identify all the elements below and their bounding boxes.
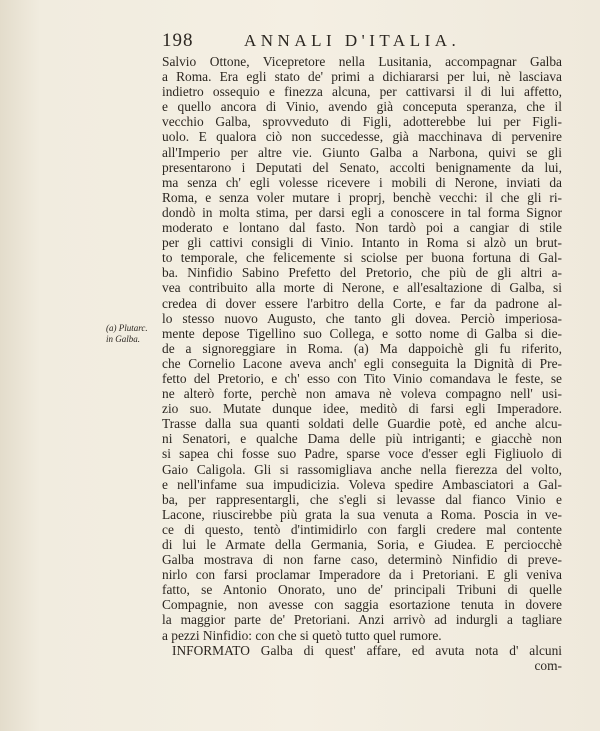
running-title: ANNALI D'ITALIA. xyxy=(244,31,461,50)
text-line: to temporale, che felicemente si sciolse per buona fortuna di Gal- xyxy=(162,250,562,266)
text-line: fetto del Pretorio, e ch' esso con Tito Vinio comandava le feste, se xyxy=(162,370,562,386)
text-line: la maggior parte de' Pretoriani. Anzi arrivò ad indurgli a tagliare xyxy=(162,612,562,628)
text-line: ne alterò forte, perchè non amava nè voleva compagno nell' usi- xyxy=(162,386,562,402)
text-line: lo stesso nuovo Augusto, che tanto gli dovea. Perciò imperiosa- xyxy=(162,310,562,326)
text-line: ba. Ninfidio Sabino Prefetto del Pretorio, che più de gli altri a- xyxy=(162,265,562,281)
text-line: per gli cattivi consigli di Vinio. Intanto in Roma si alzò un brut- xyxy=(162,235,562,251)
text-line: Compagnie, non avesse con saggia esortazione tenuta in dovere xyxy=(162,597,562,613)
text-line: Salvio Ottone, Vicepretore nella Lusitania, accompagnar Galba xyxy=(162,54,562,69)
text-line: INFORMATO Galba di quest' affare, ed avuta nota d' alcuni xyxy=(172,642,562,658)
text-line: ma senza ch' egli volesse ricevere i mobili di Nerone, inviati da xyxy=(162,174,562,190)
margin-note-line: (a) Plutarc. xyxy=(106,323,148,333)
page-number: 198 xyxy=(162,30,194,51)
text-line: uolo. E qualora ciò non succedesse, già macchinava di pervenire xyxy=(162,129,562,145)
text-line: fatto, se Antonio Onorato, uno de' principali Tribuni di quelle xyxy=(162,582,562,598)
text-line: nirlo con farsi proclamar Imperadore da i Pretoriani. E gli veniva xyxy=(162,567,562,583)
text-line: all'Imperio per altre vie. Giunto Galba a Narbona, quivi se gli xyxy=(162,144,562,160)
text-line: Galba mostrava di non farne caso, determinò Ninfidio di preve- xyxy=(162,552,562,568)
text-line: credea di dover essere l'arbitro della Corte, e far da padrone al- xyxy=(162,295,562,311)
text-line: mente depose Tigellino suo Collega, e sotto nome di Galba si die- xyxy=(162,325,562,341)
text-line: moderato e lontano dal fasto. Non tardò poi a cangiar di stile xyxy=(162,220,562,236)
text-line: che Cornelio Lacone aveva anch' egli conseguita la Dignità di Pre- xyxy=(162,355,562,371)
text-line: si sapea chi fosse suo Padre, sparse voce d'esser egli Figliuolo di xyxy=(162,446,562,462)
body-text xyxy=(162,54,562,673)
text-line: dondò in molta stima, per darsi egli a conoscere in tal forma Signor xyxy=(162,204,562,220)
text-line: a Roma. Era egli stato de' primi a dichiararsi per lui, nè lasciava xyxy=(162,69,562,85)
text-line: Gaio Caligola. Gli si rassomigliava anche nella fierezza del volto, xyxy=(162,461,562,477)
text-line: vea contribuito alla morte di Nerone, e all'esaltazione di Galba, si xyxy=(162,280,562,296)
text-line: ni Senatori, e qualche Dama delle più intriganti; e giacchè non xyxy=(162,431,562,447)
margin-note-line: in Galba. xyxy=(106,334,141,344)
text-line: zio suo. Mutate dunque idee, meditò di farsi egli Imperadore. xyxy=(162,401,562,417)
text-line: Lacone, riuscirebbe più grata la sua venuta a Roma. Poscia in ve- xyxy=(162,506,562,522)
text-line: a pezzi Ninfidio: con che si quetò tutto quel rumore. xyxy=(162,627,442,643)
text-line: ce di questo, tentò d'intimidirlo con fargli credere mal contente xyxy=(162,521,562,537)
text-line: indietro ossequio e finezza alcuna, per cattivarsi il di lui affetto, xyxy=(162,84,562,100)
text-line: e quello ancora di Vinio, avendo già conceputa speranza, che il xyxy=(162,99,562,115)
text-line: Trasse dalla sua quanti soldati delle Guardie potè, ed anche alcu- xyxy=(162,416,562,432)
margin-note xyxy=(106,323,166,345)
text-line: di lui le Armate della Germania, Soria, e Giudea. E perciocchè xyxy=(162,537,562,552)
text-line: presentarono i Deputati del Senato, accolti benignamente da lui, xyxy=(162,159,562,175)
text-line: ba, per rappresentargli, che s'egli si levasse dal fianco Vinio e xyxy=(162,491,562,507)
catchword: com- xyxy=(534,657,562,673)
text-line: Roma, e senza voler mutare i proprj, benchè vecchi: il che gli ri- xyxy=(162,189,562,205)
page-header xyxy=(162,30,582,54)
text-line: vecchio Galba, sprovveduto di Figli, adotterebbe lui per Figli- xyxy=(162,114,562,130)
text-line: de a signoreggiare in Roma. (a) Ma dappoichè gli fu riferito, xyxy=(162,340,562,356)
text-line: e nell'infame sua impudicizia. Voleva spedire Ambasciatori a Gal- xyxy=(162,476,562,492)
